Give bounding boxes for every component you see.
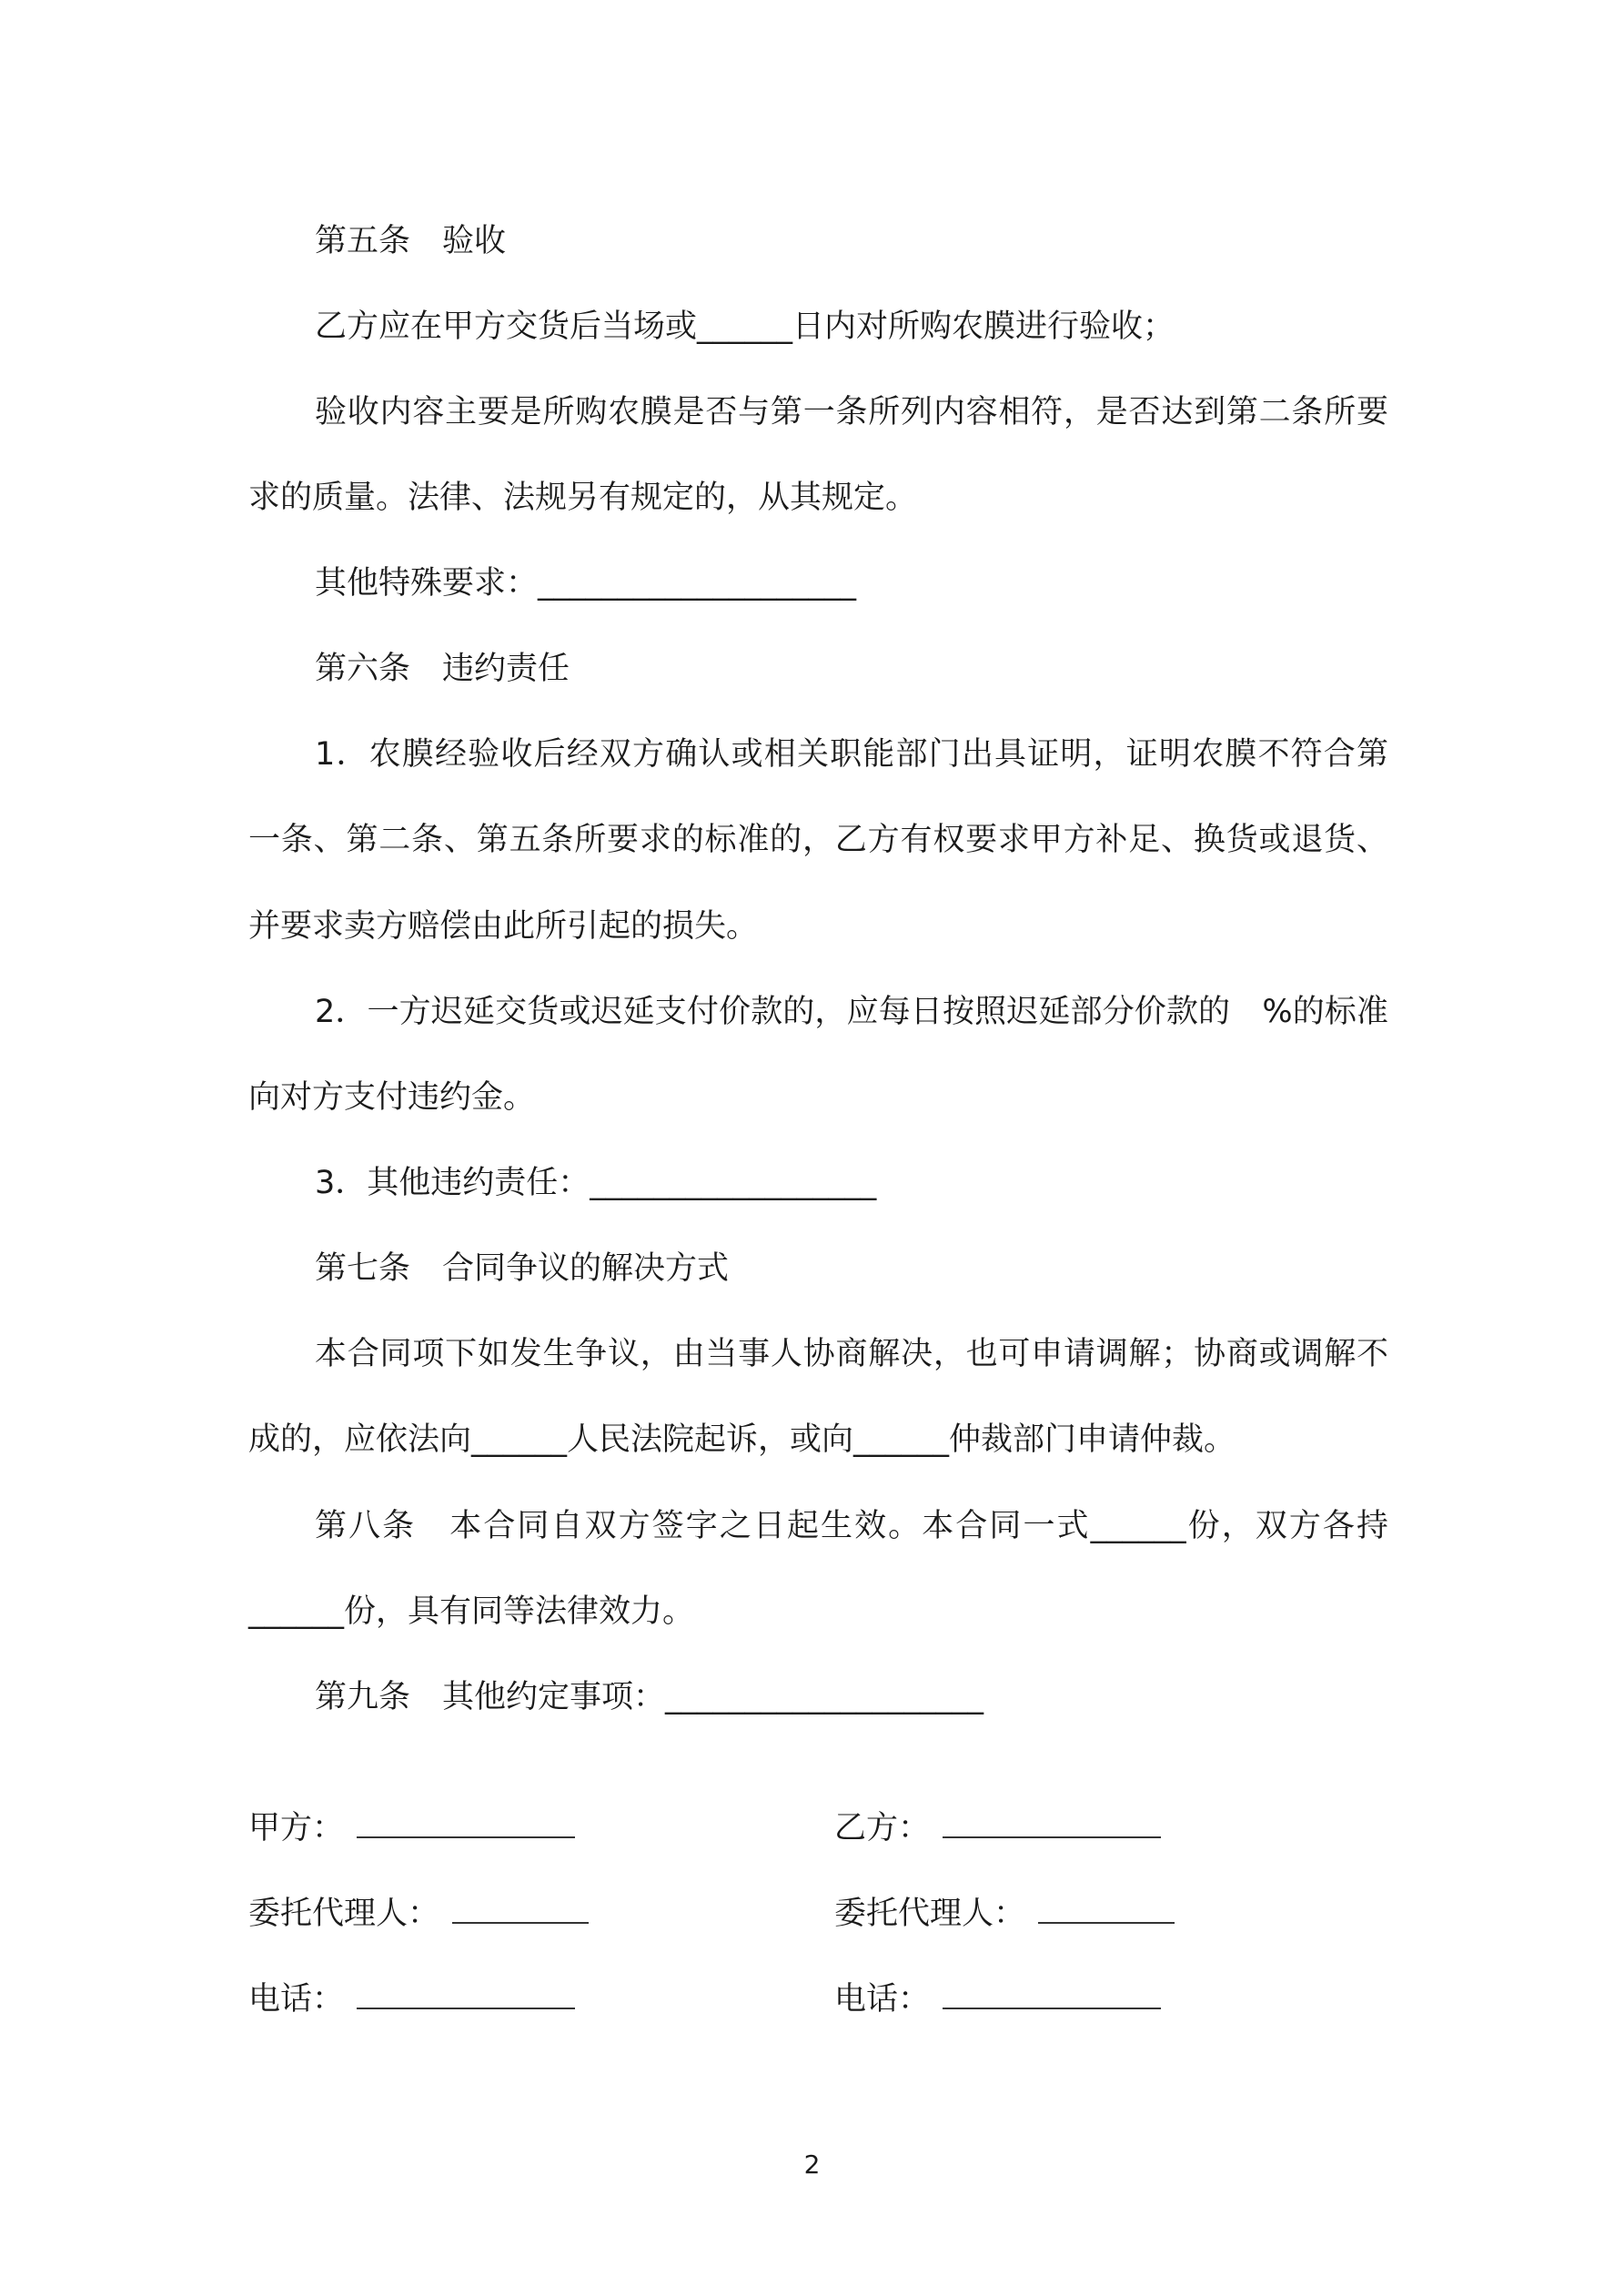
agent-b-blank	[1038, 1895, 1175, 1924]
agent-a-signature	[248, 1891, 589, 1937]
paragraph-line: 一条、第二条、第五条所要求的标准的，乙方有权要求甲方补足、换货或退货、	[248, 822, 1388, 858]
paragraph-line: 验收内容主要是所购农膜是否与第一条所列内容相符，是否达到第二条所要	[315, 394, 1388, 430]
party-b-label: 乙方：	[834, 1810, 931, 1846]
phone-b-label: 电话：	[834, 1981, 931, 2018]
article-6-heading: 第六条 违约责任	[315, 651, 570, 687]
paragraph-line: 向对方支付违约金。	[248, 1079, 536, 1116]
agent-b-label: 委托代理人：	[834, 1896, 1026, 1932]
phone-a-blank	[357, 1980, 575, 2009]
paragraph-line: 求的质量。法律、法规另有规定的，从其规定。	[248, 480, 918, 516]
agent-b-signature	[834, 1891, 1175, 1937]
article-5-heading: 第五条 验收	[315, 223, 507, 259]
paragraph-line: 3．其他违约责任：__________________	[315, 1165, 877, 1201]
phone-b	[834, 1977, 1161, 2022]
page-number: 2	[803, 2149, 821, 2180]
article-8-line: 第八条 本合同自双方签字之日起生效。本合同一式______份，双方各持	[315, 1508, 1388, 1544]
party-b-signature	[834, 1805, 1161, 1851]
agent-a-label: 委托代理人：	[248, 1896, 440, 1932]
paragraph-line: 2．一方迟延交货或迟延支付价款的，应每日按照迟延部分价款的 %的标准	[315, 994, 1388, 1030]
paragraph-line: 本合同项下如发生争议，由当事人协商解决，也可申请调解；协商或调解不	[315, 1336, 1388, 1372]
paragraph-line: 1．农膜经验收后经双方确认或相关职能部门出具证明，证明农膜不符合第	[315, 736, 1388, 773]
party-a-signature	[248, 1805, 575, 1851]
phone-b-blank	[943, 1980, 1161, 2009]
article-7-heading: 第七条 合同争议的解决方式	[315, 1250, 730, 1287]
paragraph-line: 其他特殊要求：____________________	[315, 565, 857, 602]
party-b-blank	[943, 1809, 1161, 1838]
paragraph-line: ______份，具有同等法律效力。	[248, 1593, 695, 1630]
party-a-blank	[357, 1809, 575, 1838]
paragraph-line: 成的，应依法向______人民法院起诉，或向______仲裁部门申请仲裁。	[248, 1421, 1236, 1458]
agent-a-blank	[452, 1895, 589, 1924]
phone-a	[248, 1977, 575, 2022]
phone-a-label: 电话：	[248, 1981, 345, 2018]
party-a-label: 甲方：	[248, 1810, 345, 1846]
paragraph-line: 乙方应在甲方交货后当场或______日内对所购农膜进行验收；	[315, 308, 1175, 345]
paragraph-line: 并要求卖方赔偿由此所引起的损失。	[248, 908, 759, 945]
article-9-line: 第九条 其他约定事项：____________________	[315, 1679, 984, 1715]
